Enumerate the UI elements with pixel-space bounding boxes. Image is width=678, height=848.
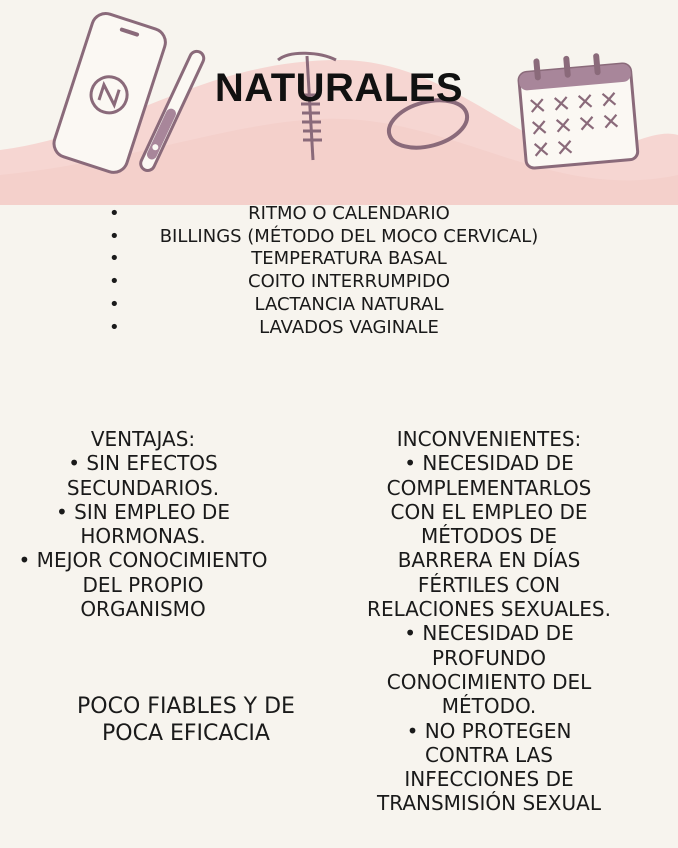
conclusion-line: POCO FIABLES Y DE bbox=[77, 694, 295, 719]
ventajas-section bbox=[0, 427, 286, 621]
bullet-icon: • bbox=[109, 225, 120, 247]
inconvenientes-line: INFECCIONES DE bbox=[404, 767, 574, 792]
inconvenientes-line: FÉRTILES CON bbox=[417, 572, 561, 597]
list-item bbox=[0, 271, 678, 294]
method-label: LAVADOS VAGINALE bbox=[259, 316, 439, 338]
list-item bbox=[0, 294, 678, 317]
inconvenientes-line: TRANSMISIÓN SEXUAL bbox=[377, 791, 601, 816]
method-label: RITMO O CALENDARIO bbox=[248, 203, 450, 224]
inconvenientes-line: CONOCIMIENTO DEL bbox=[386, 669, 592, 694]
inconvenientes-line: • NO PROTEGEN bbox=[406, 718, 572, 743]
method-label: TEMPERATURA BASAL bbox=[251, 248, 447, 270]
inconvenientes-line: MÉTODOS DE bbox=[420, 524, 558, 549]
inconvenientes-line: CON EL EMPLEO DE bbox=[390, 499, 588, 524]
ventajas-line: DEL PROPIO bbox=[82, 572, 204, 597]
ventajas-heading: VENTAJAS: bbox=[90, 427, 196, 451]
ventajas-line: HORMONAS. bbox=[80, 524, 206, 549]
inconvenientes-line: RELACIONES SEXUALES. bbox=[367, 597, 611, 622]
conclusion-text bbox=[40, 693, 332, 747]
ventajas-line: SECUNDARIOS. bbox=[66, 475, 220, 500]
list-item bbox=[0, 226, 678, 249]
inconvenientes-line: MÉTODO. bbox=[441, 694, 537, 719]
ventajas-line: • SIN EMPLEO DE bbox=[56, 499, 230, 524]
ventajas-line: • MEJOR CONOCIMIENTO bbox=[18, 548, 268, 573]
inconvenientes-line: COMPLEMENTARLOS bbox=[386, 475, 592, 500]
conclusion-line: POCA EFICACIA bbox=[102, 721, 270, 746]
method-label: COITO INTERRUMPIDO bbox=[248, 271, 450, 293]
list-item bbox=[0, 317, 678, 340]
methods-list bbox=[0, 203, 678, 339]
bullet-icon: • bbox=[109, 248, 120, 270]
inconvenientes-heading: INCONVENIENTES: bbox=[396, 427, 582, 451]
inconvenientes-line: • NECESIDAD DE bbox=[404, 621, 574, 646]
inconvenientes-line: BARRERA EN DÍAS bbox=[397, 548, 581, 573]
inconvenientes-line: CONTRA LAS bbox=[425, 742, 553, 767]
inconvenientes-line: • NECESIDAD DE bbox=[404, 451, 574, 476]
bullet-icon: • bbox=[109, 316, 120, 338]
bullet-icon: • bbox=[109, 271, 120, 293]
ventajas-line: • SIN EFECTOS bbox=[68, 451, 218, 476]
list-item bbox=[0, 203, 678, 226]
inconvenientes-line: PROFUNDO bbox=[432, 645, 546, 670]
inconvenientes-section bbox=[356, 427, 622, 816]
method-label: BILLINGS (MÉTODO DEL MOCO CERVICAL) bbox=[159, 225, 539, 247]
list-item bbox=[0, 248, 678, 271]
method-label: LACTANCIA NATURAL bbox=[254, 293, 444, 315]
page-title: NATURALES bbox=[214, 66, 464, 110]
bullet-icon: • bbox=[109, 203, 120, 224]
ventajas-line: ORGANISMO bbox=[80, 597, 206, 622]
bullet-icon: • bbox=[109, 293, 120, 315]
